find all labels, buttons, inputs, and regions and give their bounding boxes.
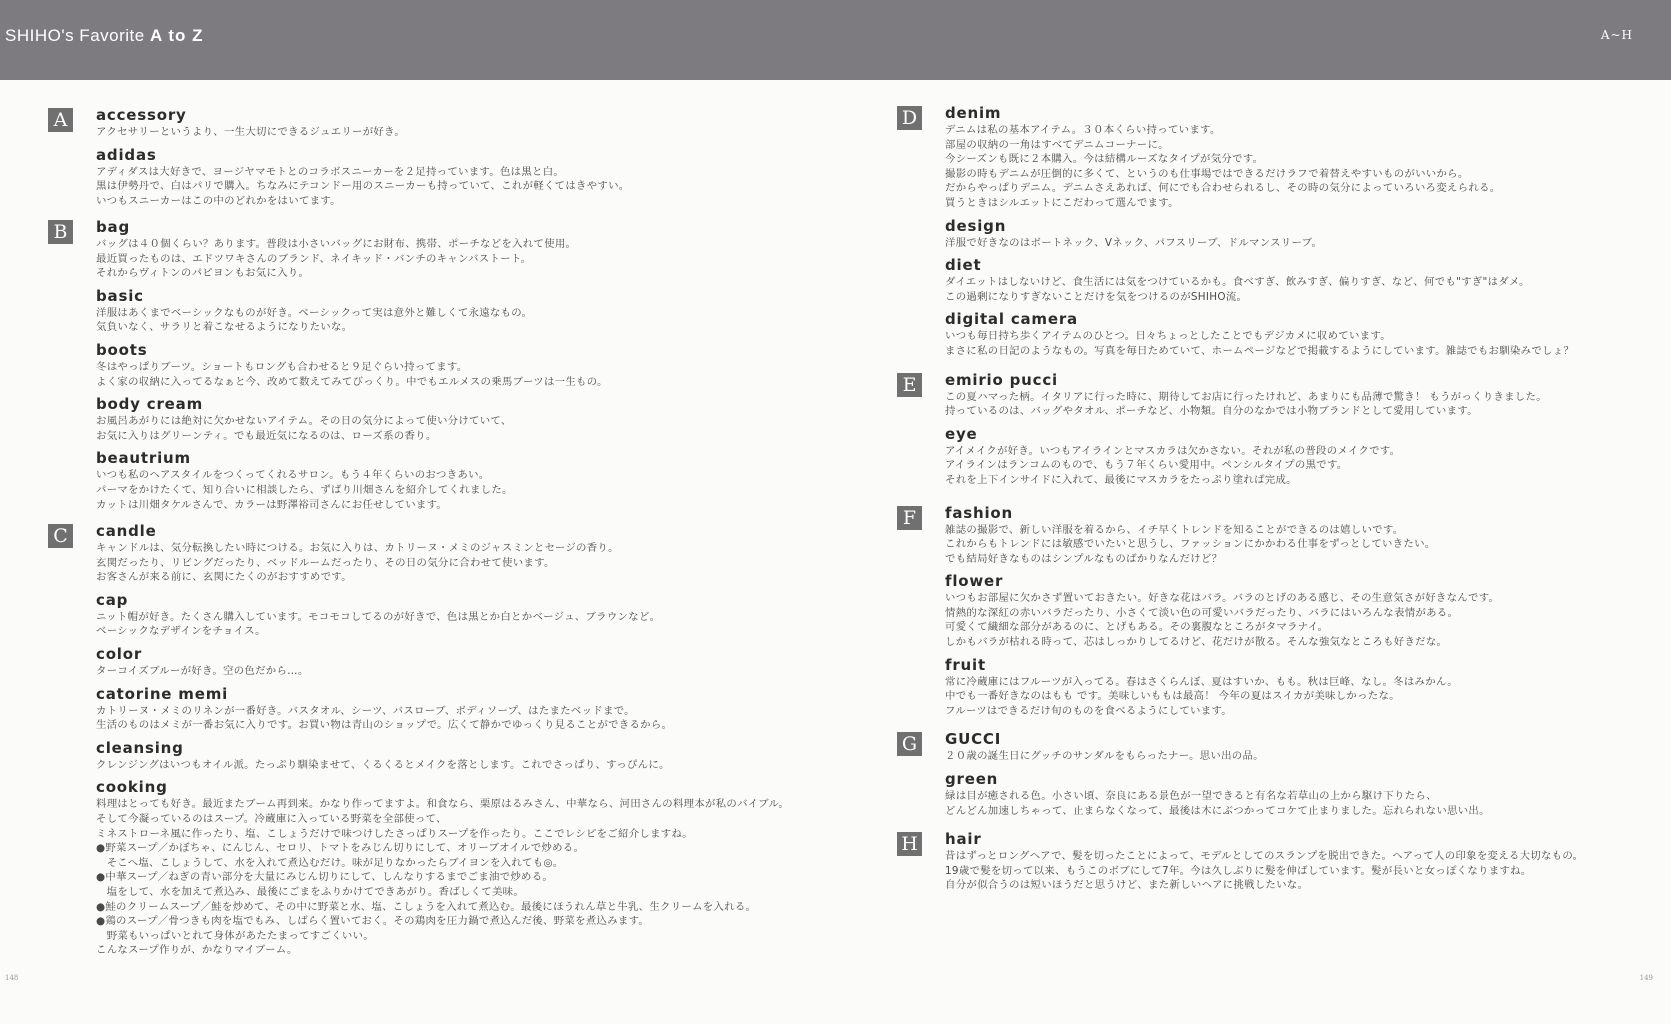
section-g: [897, 730, 1637, 818]
entry-term: emirio pucci: [945, 370, 1058, 389]
desc-line: 撮影の時もデニムが圧倒的に多くて、というのも仕事場ではできるだけラフで着替えやすいものがいいから。: [945, 167, 1469, 180]
desc-line: 自分が似合うのは短いほうだと思うけど、また新しいヘアに挑戦したいな。: [945, 879, 1309, 892]
desc-line: 昔はずっとロングヘアで、髪を切ったことによって、モデルとしてのスランプを脱出できた。ヘアって人の印象を変える大切なもの。: [945, 850, 1584, 863]
desc-line: こんなスープ作りが、かなりマイブーム。: [96, 944, 298, 957]
desc-line: 野菜もいっぱいとれて身体があたたまってすごくいい。: [96, 929, 374, 942]
page-title: [5, 26, 203, 46]
desc-line: 生活のものはメミが一番お気に入りです。お買い物は青山のショップで。広くて静かでゆっくり見ることができるから。: [96, 719, 673, 732]
section-c: [48, 522, 808, 958]
desc-line: アクセサリーというより、一生大切にできるジュエリーが好き。: [96, 126, 406, 138]
desc-line: パーマをかけたくて、知り合いに相談したら、ずばり川畑さんを紹介してくれました。: [96, 483, 513, 496]
entry: [96, 685, 808, 733]
desc-line: ●野菜スープ／かぼちゃ、にんじん、セロリ、トマトをみじん切りにして、オリーブオイルで炒める。: [96, 842, 585, 855]
desc-line: 気負いなく、サラリと着こなせるようになりたいな。: [96, 321, 353, 334]
entry: [96, 287, 808, 335]
desc-line: 買うときはシルエットにこだわって選んでます。: [945, 196, 1179, 209]
entry: [945, 425, 1637, 488]
entry-description: [945, 444, 1637, 488]
section-letter: F: [897, 506, 922, 530]
desc-line: アイメイクが好き。いつもアイラインとマスカラは欠かさない。それが私の普段のメイクです。: [945, 444, 1401, 457]
section-letter: E: [897, 373, 922, 397]
desc-line: ミネストローネ風に作ったり、塩、こしょうだけで味つけしたさっぱりスープを作ったり。ここでレシピをご紹介しますね。: [96, 827, 693, 840]
section-h: [897, 830, 1637, 893]
right-column: [897, 104, 1637, 899]
page-number-right: 149: [1639, 974, 1653, 982]
entry-description: [96, 704, 808, 733]
entry: [945, 217, 1637, 251]
entry-description: [96, 414, 808, 443]
entry-description: [945, 849, 1637, 893]
entry-description: [96, 306, 808, 335]
entry: [945, 504, 1637, 567]
entry-term: fruit: [945, 655, 986, 674]
desc-line: よく家の収納に入ってるなぁと今、改めて数えてみてびっくり。中でもエルメスの乗馬ブーツは一生もの。: [96, 375, 608, 388]
entry-description: [945, 591, 1637, 649]
entry-description: [96, 237, 808, 281]
page-title-bold: A to Z: [149, 26, 204, 45]
entry-description: [945, 236, 1637, 251]
entry-term: cooking: [96, 778, 168, 797]
desc-line: これからもトレンドには敏感でいたいと思うし、ファッションにかかわる仕事をずっとしていきたい。: [945, 538, 1436, 551]
entry-term: hair: [945, 830, 982, 849]
entry-term: bag: [96, 218, 130, 236]
entry: [96, 645, 808, 679]
desc-line: 今シーズンも既に２本購入。今は結構ルーズなタイプが気分です。: [945, 153, 1264, 166]
entry-term: diet: [945, 256, 982, 275]
page-header: [0, 0, 1671, 80]
entry-term: accessory: [96, 106, 187, 124]
desc-line: デニムは私の基本アイテム。３０本くらい持っています。: [945, 124, 1221, 136]
entry-term: GUCCI: [945, 730, 1002, 749]
entry-description: [96, 468, 808, 512]
desc-line: でも結局好きなものはシンプルなものばかりなんだけど？: [945, 552, 1223, 565]
desc-line: キャンドルは、気分転換したい時につける。お気に入りは、カトリーヌ・メミのジャスミンとセージの香り。: [96, 542, 619, 554]
desc-line: 料理はとっても好き。最近またブーム再到来。かなり作ってますよ。和食なら、栗原はるみさん、中華なら、河田さんの料理本が私のバイブル。: [96, 798, 790, 811]
desc-line: 洋服で好きなのはボートネック、Vネック、パフスリーブ、ドルマンスリーブ。: [945, 236, 1323, 249]
desc-line: ニット帽が好き。たくさん購入しています。モコモコしてるのが好きで、色は黒とか白とかベージュ、ブラウンなど。: [96, 610, 661, 623]
section-letter: G: [897, 732, 922, 756]
page-number-left: 148: [5, 974, 19, 982]
desc-line: 常に冷蔵庫にはフルーツが入ってる。春はさくらんぼ、夏はすいか、もも。秋は巨峰、なし。冬はみかん。: [945, 675, 1458, 688]
entry: [96, 522, 808, 585]
entry-term: fashion: [945, 503, 1013, 522]
desc-line: ●鶏のスープ／骨つきも肉を塩でもみ、しばらく置いておく。その鶏肉を圧力鍋で煮込んだ後、野菜を煮込みます。: [96, 915, 650, 928]
entry-term: catorine memi: [96, 684, 229, 703]
entry: [945, 256, 1637, 304]
entry: [96, 449, 808, 512]
entry-term: basic: [96, 286, 144, 305]
desc-line: バッグは４０個くらい？あります。普段は小さいバッグにお財布、携帯、ポーチなどを入れて使用。: [96, 238, 577, 250]
letter-range: A~H: [1600, 28, 1633, 42]
entry-term: cleansing: [96, 738, 184, 757]
entry: [96, 778, 808, 958]
desc-line: アイラインはランコムのもので、もう７年くらい愛用中。ペンシルタイプの黒です。: [945, 459, 1348, 472]
entry-term: color: [96, 644, 143, 663]
entry-description: [945, 123, 1637, 211]
desc-line: 黒は伊勢丹で、白はパリで購入。ちなみにテコンドー用のスニーカーも持っていて、これが軽くてはきやすい。: [96, 180, 630, 193]
desc-line: いつも私のヘアスタイルをつくってくれるサロン。もう４年くらいのおつきあい。: [96, 469, 490, 482]
desc-line: ●中華スープ／ねぎの青い部分を大量にみじん切りにして、しんなりするまでごま油で炒める。: [96, 871, 554, 884]
desc-line: ベーシックなデザインをチョイス。: [96, 625, 266, 638]
entry: [945, 371, 1637, 419]
desc-line: そこへ塩、こしょうして、水を入れて煮込むだけ。味が足りなかったらブイヨンを入れても◎。: [96, 856, 564, 869]
entry-description: [945, 749, 1637, 764]
entry-term: design: [945, 216, 1007, 235]
entry: [945, 730, 1637, 764]
entry-description: [96, 541, 808, 585]
desc-line: 冬はやっぱりブーツ。ショートもロングも合わせると９足ぐらい持ってます。: [96, 360, 468, 373]
desc-line: 部屋の収納の一角はすべてデニムコーナーに。: [945, 138, 1169, 151]
section-d: [897, 104, 1637, 359]
desc-line: フルーツはできるだけ旬のものを食べるようにしています。: [945, 704, 1232, 717]
entry: [96, 591, 808, 639]
section-f: [897, 504, 1637, 719]
entry-description: [945, 275, 1637, 304]
desc-line: いつもお部屋に欠かさず置いておきたい。好きな花はバラ。バラのとげのある感じ、その生意気さが好きなんです。: [945, 592, 1500, 605]
entry: [96, 341, 808, 389]
desc-line: それからヴィトンのパピヨンもお気に入り。: [96, 267, 310, 280]
entry-description: [96, 758, 808, 773]
entry-term: denim: [945, 104, 1002, 122]
desc-line: 中でも一番好きなのはもも です。美味しいももは最高！ 今年の夏はスイカが美味しかったな。: [945, 690, 1400, 703]
entry-description: [96, 797, 808, 958]
entry: [945, 104, 1637, 211]
entry-description: [96, 165, 808, 209]
entry-description: [945, 523, 1637, 567]
entry-term: candle: [96, 522, 157, 540]
desc-line: 情熱的な深紅の赤いバラだったり、小さくて淡い色の可愛いバラだったり、バラにはいろんな表情がある。: [945, 606, 1459, 619]
entry: [96, 146, 808, 209]
desc-line: 玄関だったり、リビングだったり、ベッドルームだったり、その日の気分に合わせて使います。: [96, 556, 555, 569]
entry-description: [945, 789, 1637, 818]
entry-term: eye: [945, 424, 978, 443]
entry-description: [945, 329, 1637, 358]
desc-line: 可愛くて繊細な部分があるのに、とげもある。その裏腹なところがタマラナイ。: [945, 621, 1329, 634]
entry-term: green: [945, 770, 999, 789]
desc-line: お客さんが来る前に、玄関にたくのがおすすめです。: [96, 571, 352, 584]
desc-line: 洋服はあくまでベーシックなものが好き。ベーシックって実は意外と難しくて永遠なもの。: [96, 306, 533, 319]
section-letter: H: [897, 832, 922, 856]
section-e: [897, 371, 1637, 488]
entry: [945, 572, 1637, 649]
desc-line: 最近買ったものは、エドツワキさんのブランド、ネイキッド・バンチのキャンバストート。: [96, 252, 532, 265]
desc-line: カトリーヌ・メミのリネンが一番好き。バスタオル、シーツ、バスローブ、ボディソープ、はたまたベッドまで。: [96, 704, 635, 717]
entry-term: digital camera: [945, 310, 1078, 329]
desc-line: しかもバラが枯れる時って、芯はしっかりしてるけど、花だけが散る。そんな強気なところも好きだな。: [945, 636, 1448, 649]
entry-description: [945, 390, 1637, 419]
entry-description: [96, 125, 808, 140]
desc-line: まさに私の日記のようなもの。写真を毎日ためていて、ホームページなどで掲載するようにしています。雑誌でもお馴染みでしょ？: [945, 344, 1575, 357]
section-letter: C: [48, 524, 73, 548]
entry-description: [945, 675, 1637, 719]
entry: [945, 656, 1637, 719]
desc-line: 塩をして、水を加えて煮込み、最後にごまをふりかけてできあがり。香ばしくて美味。: [96, 885, 525, 898]
desc-line: ターコイズブルーが好き。空の色だから…。: [96, 664, 309, 677]
entry: [96, 395, 808, 443]
desc-line: ●鮭のクリームスープ／鮭を炒めて、その中に野菜と水、塩、こしょうを入れて煮込む。最後にほうれん草と牛乳、生クリームを入れる。: [96, 900, 757, 913]
desc-line: 緑は目が癒される色。小さい頃、奈良にある景色が一望できると有名な若草山の上から駆け下りたら、: [945, 790, 1437, 803]
left-column: [48, 106, 808, 964]
section-a: [48, 106, 808, 210]
section-b: [48, 218, 808, 511]
desc-line: お気に入りはグリーンティ。でも最近気になるのは、ローズ系の香り。: [96, 429, 437, 442]
desc-line: どんどん加速しちゃって、止まらなくなって、最後は木にぶつかってコケて止まりました。忘れられない思い出。: [945, 804, 1490, 817]
desc-line: この過剰になりすぎないことだけを気をつけるのがSHIHO流。: [945, 290, 1248, 303]
entry: [96, 218, 808, 281]
desc-line: それを上下インサイドに入れて、最後にマスカラをたっぷり塗れば完成。: [945, 473, 1297, 486]
desc-line: アディダスは大好きで、ヨージヤマモトとのコラボスニーカーを２足持っています。色は黒と白。: [96, 165, 565, 178]
entry: [96, 739, 808, 773]
entry-term: flower: [945, 572, 1004, 591]
entry: [945, 830, 1637, 893]
section-letter: D: [897, 106, 922, 130]
entry-term: adidas: [96, 145, 157, 164]
entry-term: cap: [96, 590, 129, 609]
entry-description: [96, 664, 808, 679]
entry: [945, 310, 1637, 358]
entry-term: beautrium: [96, 449, 191, 468]
section-letter: B: [48, 220, 73, 244]
desc-line: カットは川畑タケルさんで、カラーは野澤裕司さんにお任せしています。: [96, 498, 448, 511]
desc-line: 持っているのは、バッグやタオル、ポーチなど、小物類。自分のなかでは小物ブランドとして愛用しています。: [945, 405, 1478, 418]
desc-line: そして今凝っているのはスープ。冷蔵庫に入っている野菜を全部使って、: [96, 812, 447, 825]
entry: [96, 106, 808, 140]
desc-line: 雑誌の撮影で、新しい洋服を着るから、イチ早くトレンドを知ることができるのは嬉しいです。: [945, 523, 1404, 536]
entry-term: boots: [96, 340, 148, 359]
desc-line: だからやっぱりデニム。デニムさえあれば、何にでも合わせられるし、その時の気分によっていろいろ変えられる。: [945, 182, 1501, 195]
desc-line: いつもスニーカーはこの中のどれかをはいてます。: [96, 194, 341, 207]
desc-line: この夏ハマった柄。イタリアに行った時に、期待してお店に行ったけれど、あまりにも品薄で驚き！ もうがっくりきました。: [945, 390, 1547, 403]
desc-line: ２０歳の誕生日にグッチのサンダルをもらったナー。思い出の品。: [945, 750, 1264, 763]
desc-line: お風呂あがりには絶対に欠かせないアイテム。その日の気分によって使い分けていて、: [96, 415, 512, 428]
desc-line: いつも毎日持ち歩くアイテムのひとつ。日々ちょっとしたことでもデジカメに収めています。: [945, 330, 1391, 343]
page-title-prefix: SHIHO's Favorite: [5, 26, 150, 45]
entry-description: [96, 360, 808, 389]
entry-description: [96, 610, 808, 639]
section-letter: A: [48, 108, 73, 132]
desc-line: ダイエットはしないけど、食生活には気をつけているかも。食べすぎ、飲みすぎ、偏りすぎ、など、何でも"すぎ"はダメ。: [945, 276, 1530, 289]
desc-line: 19歳で髪を切って以来、もうこのボブにして7年。今は久しぶりに髪を伸ばしています。髪が長いと女っぽくなりますね。: [945, 864, 1532, 877]
desc-line: クレンジングはいつもオイル派。たっぷり馴染ませて、くるくるとメイクを落とします。これでさっぱり、すっぴんに。: [96, 758, 670, 771]
entry-term: body cream: [96, 395, 203, 414]
entry: [945, 770, 1637, 818]
